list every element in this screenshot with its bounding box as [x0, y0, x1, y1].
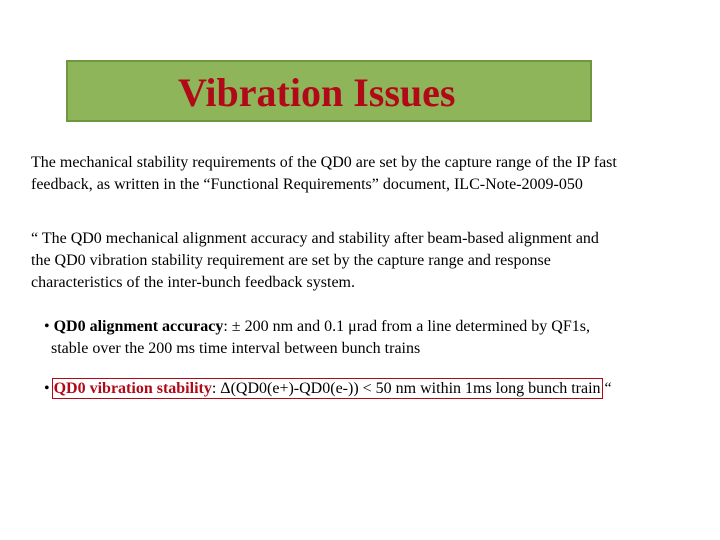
title-box	[66, 60, 592, 122]
bullet-1-line-2: stable over the 200 ms time interval between bunch trains	[51, 340, 421, 357]
quote-paragraph	[31, 228, 701, 294]
bullet-vibration-stability	[44, 378, 714, 400]
intro-line-2: feedback, as written in the “Functional Requirements” document, ILC-Note-2009-050	[31, 176, 583, 193]
alignment-accuracy-label: QD0 alignment accuracy	[53, 318, 224, 335]
quote-line-2: the QD0 vibration stability requirement are set by the capture range and response	[31, 252, 551, 269]
alignment-accuracy-text: : ± 200 nm and 0.1 μrad from a line determined by QF1s,	[223, 318, 590, 335]
quote-line-3: characteristics of the inter-bunch feedback system.	[31, 274, 355, 291]
bullet-alignment-accuracy	[44, 316, 704, 360]
slide-title: Vibration Issues	[178, 70, 456, 115]
intro-line-1: The mechanical stability requirements of the QD0 are set by the capture range of the IP fast	[31, 154, 617, 171]
vibration-stability-label: QD0 vibration stability	[53, 380, 212, 397]
bullet-marker: •	[44, 380, 50, 397]
bullet-marker: •	[44, 318, 50, 335]
intro-paragraph	[31, 152, 701, 196]
vibration-stability-text: : Δ(QD0(e+)-QD0(e-)) < 50 nm within 1ms long bunch train	[211, 380, 601, 397]
closing-quote: “	[604, 380, 612, 397]
bullet-1-line-1	[44, 316, 704, 338]
quote-line-1: “ The QD0 mechanical alignment accuracy and stability after beam-based alignment and	[31, 230, 599, 247]
